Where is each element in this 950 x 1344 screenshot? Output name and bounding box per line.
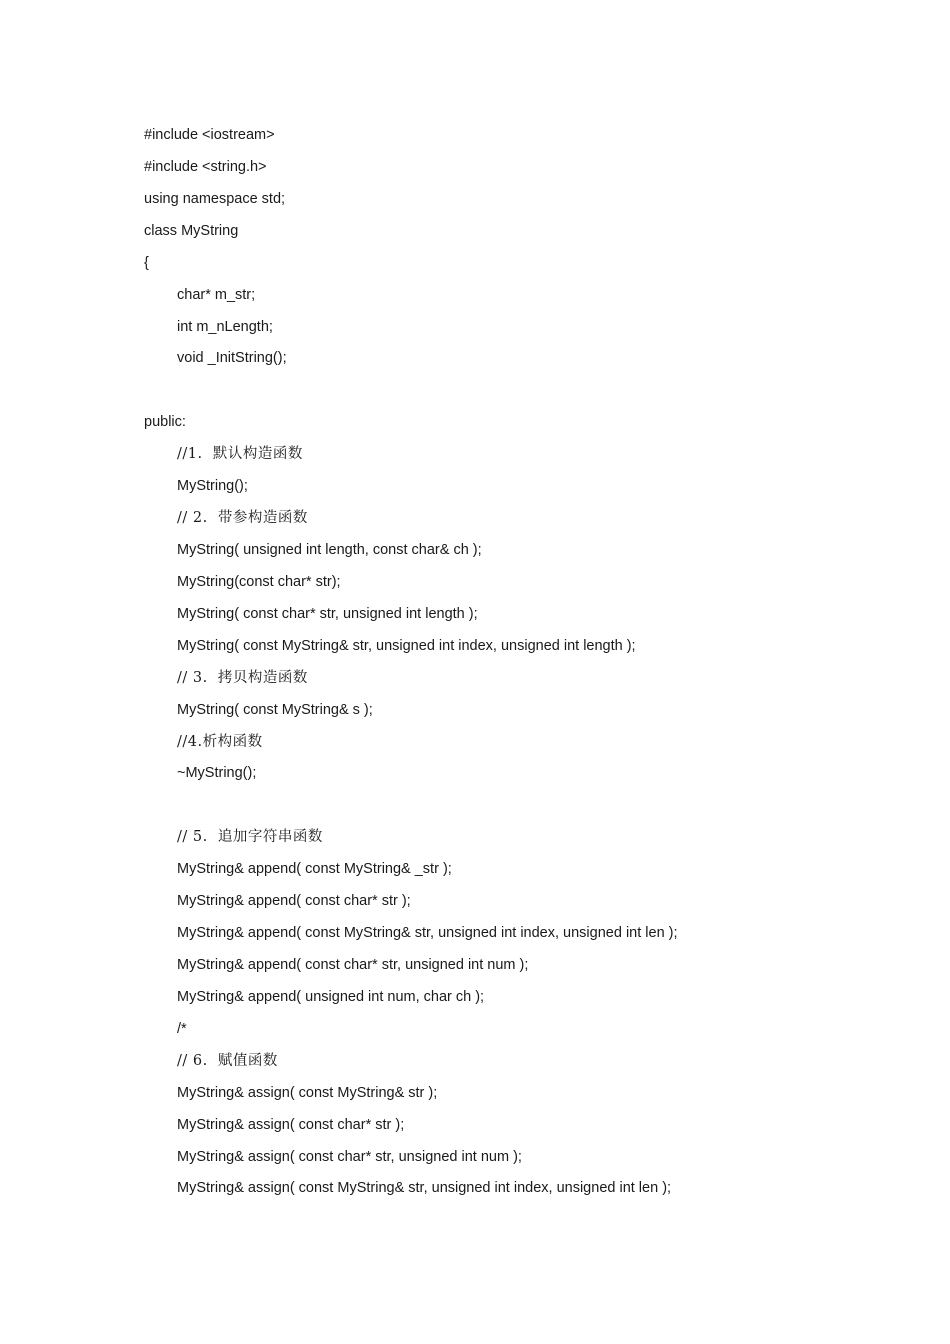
code-line: public: — [144, 414, 186, 431]
blank-line — [144, 790, 904, 822]
code-line: MyString( const MyString& s ); — [177, 701, 373, 718]
code-line: void _InitString(); — [177, 350, 287, 367]
comment-line: // 5. 追加字符串函数 — [177, 829, 323, 846]
comment-line: // 6. 赋值函数 — [177, 1052, 278, 1069]
code-line: MyString(const char* str); — [177, 573, 341, 590]
code-listing — [144, 120, 904, 1205]
comment-line: // 2. 带参构造函数 — [177, 510, 308, 527]
code-line: MyString& append( const MyString& str, unsigned int index, unsigned int len ); — [177, 925, 678, 942]
code-line: MyString& append( const char* str ); — [177, 893, 411, 910]
code-line: char* m_str; — [177, 286, 256, 303]
code-line: MyString& append( const MyString& _str ); — [177, 861, 452, 878]
code-line: MyString& assign( const char* str, unsigned int num ); — [177, 1148, 522, 1165]
comment-line: //4.析构函数 — [177, 733, 263, 750]
code-line: MyString( const MyString& str, unsigned int index, unsigned int length ); — [177, 637, 636, 654]
code-line: MyString(); — [177, 478, 248, 495]
code-line: MyString( const char* str, unsigned int length ); — [177, 605, 478, 622]
code-line: MyString& assign( const char* str ); — [177, 1116, 405, 1133]
code-line: MyString& append( const char* str, unsigned int num ); — [177, 956, 529, 973]
code-line: #include <iostream> — [144, 127, 275, 143]
code-line: class MyString — [144, 222, 239, 239]
code-line: ~MyString(); — [177, 765, 257, 782]
code-line: /* — [177, 1020, 187, 1037]
code-line: MyString& append( unsigned int num, char ch ); — [177, 988, 485, 1005]
comment-line: //1. 默认构造函数 — [177, 446, 303, 463]
code-line: MyString& assign( const MyString& str, unsigned int index, unsigned int len ); — [177, 1180, 672, 1197]
code-line: int m_nLength; — [177, 318, 273, 335]
code-line: MyString& assign( const MyString& str ); — [177, 1084, 438, 1101]
code-line: { — [144, 254, 149, 271]
code-line: MyString( unsigned int length, const char& ch ); — [177, 541, 482, 558]
comment-line: // 3. 拷贝构造函数 — [177, 669, 308, 686]
code-line: using namespace std; — [144, 190, 286, 207]
blank-line — [144, 375, 904, 407]
code-line: #include <string.h> — [144, 158, 267, 175]
